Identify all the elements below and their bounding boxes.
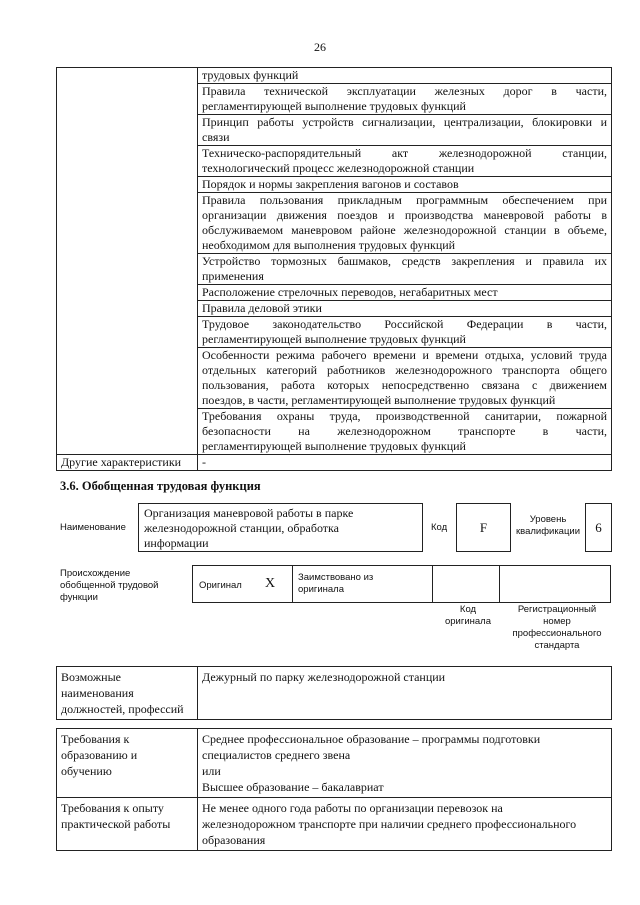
requirement-value: Среднее профессиональное образование – программы подготовки специалистов среднего звена или Высшее образование – бакалавриат: [198, 729, 612, 798]
requirement-label: Требования к образованию и обучению: [57, 729, 198, 798]
original-label: Оригинал: [199, 580, 242, 591]
code-value: F: [479, 519, 488, 535]
knowledge-item: Правила деловой этики: [198, 301, 612, 317]
knowledge-item: Принцип работы устройств сигнализации, централизации, блокировки и связи: [198, 115, 612, 146]
name-label: Наименование: [60, 522, 126, 533]
knowledge-table: [56, 67, 612, 471]
knowledge-item: Порядок и нормы закрепления вагонов и составов: [198, 177, 612, 193]
original-mark: X: [265, 576, 276, 591]
code-box: [456, 503, 511, 552]
positions-table: [56, 666, 612, 720]
knowledge-item: Правила технической эксплуатации железных дорог в части, регламентирующей выполнение трудовых функций: [198, 84, 612, 115]
positions-value: Дежурный по парку железнодорожной станции: [198, 667, 612, 720]
code-label: Код: [431, 522, 448, 533]
function-name: Организация маневровой работы в парке железнодорожной станции, обработка информации: [144, 506, 354, 550]
reg-number-label: Регистрационный номер профессионального стандарта: [512, 604, 602, 651]
knowledge-item: трудовых функций: [198, 68, 612, 84]
section-title: 3.6. Обобщенная трудовая функция: [60, 479, 261, 493]
positions-label: Возможные наименования должностей, профессий: [57, 667, 198, 720]
knowledge-item: Техническо-распорядительный акт железнодорожной станции, технологический процесс железнодорожной станции: [198, 146, 612, 177]
knowledge-item: Особенности режима рабочего времени и времени отдыха, условий труда отдельных категорий работников железнодорожного транспорта общего пользования, работа которых непосредственно связана с движением поездов, в части, регламентирующей выполнение трудовых функций: [198, 348, 612, 409]
knowledge-item: Требования охраны труда, производственной санитарии, пожарной безопасности на железнодорожном транспорте в части, регламентирующей выполнение трудовых функций: [198, 409, 612, 455]
origin-table: [192, 565, 611, 603]
knowledge-item: Правила пользования прикладным программным обеспечением при организации движения поездов и производства маневровой работы в обслуживаемом маневровом районе железнодорожной станции в объеме, необходимом для выполнения трудовых функций: [198, 193, 612, 254]
requirement-row: [57, 798, 612, 851]
other-characteristics-value: -: [198, 455, 612, 471]
knowledge-label-cell: [57, 68, 198, 455]
knowledge-item: Устройство тормозных башмаков, средств закрепления и правила их применения: [198, 254, 612, 285]
knowledge-row: [57, 68, 612, 84]
level-value: 6: [595, 519, 602, 535]
level-box: [585, 503, 612, 552]
level-label: Уровень квалификации: [515, 514, 581, 537]
requirements-table: [56, 728, 612, 851]
knowledge-item: Трудовое законодательство Российской Федерации в части, регламентирующей выполнение трудовых функций: [198, 317, 612, 348]
other-characteristics-label: Другие характеристики: [57, 455, 198, 471]
knowledge-item: Расположение стрелочных переводов, негабаритных мест: [198, 285, 612, 301]
page-number: 26: [314, 40, 326, 54]
requirement-row: [57, 729, 612, 798]
borrowed-label: Заимствовано из оригинала: [298, 572, 374, 595]
requirement-label: Требования к опыту практической работы: [57, 798, 198, 851]
requirement-value: Не менее одного года работы по организации перевозок на железнодорожном транспорте при наличии среднего профессионального образования: [198, 798, 612, 851]
orig-code-label: Код оригинала: [444, 604, 491, 627]
name-box: [138, 503, 423, 552]
origin-label: Происхождение обобщенной трудовой функции: [60, 568, 159, 603]
